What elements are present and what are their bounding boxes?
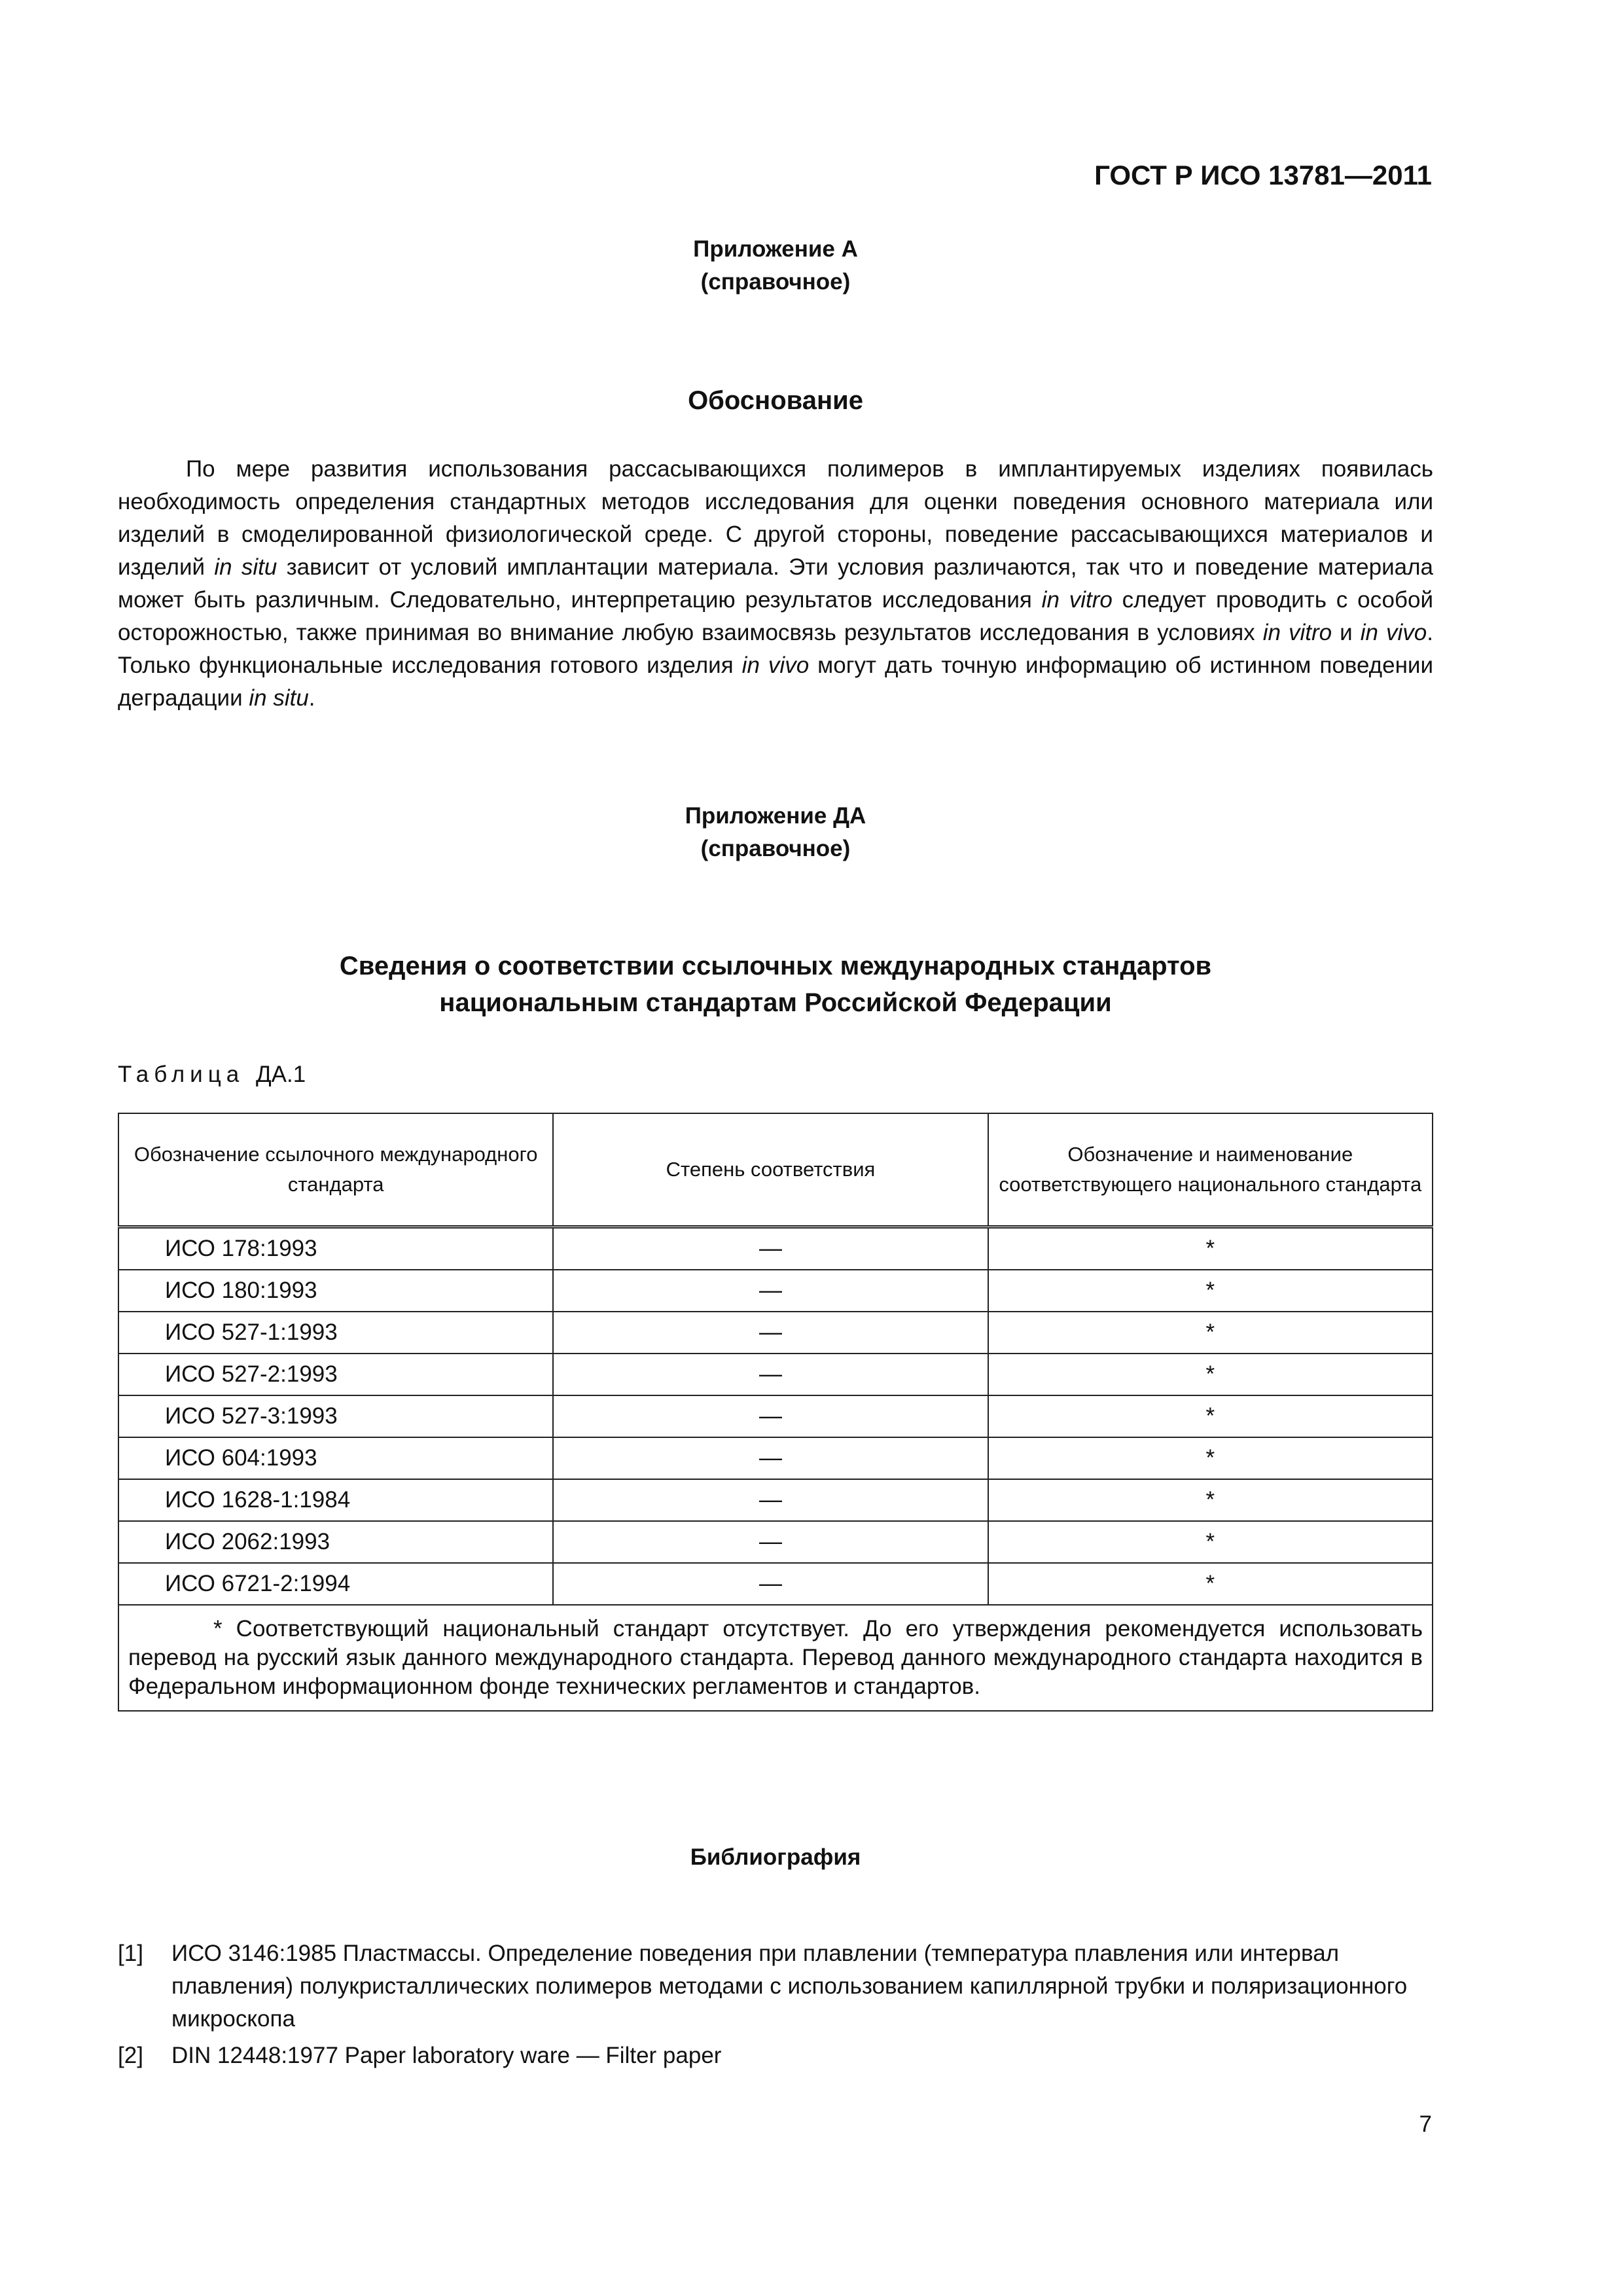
cell-standard: ИСО 527-1:1993 — [118, 1312, 553, 1354]
bibliography-title: Библиография — [690, 1844, 861, 1870]
bibliography-item-number: [2] — [118, 2043, 143, 2068]
cell-national: * — [988, 1270, 1433, 1312]
bibliography-item-number: [1] — [118, 1941, 143, 1966]
cell-national: * — [988, 1395, 1433, 1437]
cell-degree: — — [553, 1437, 988, 1479]
cell-degree: — — [553, 1521, 988, 1563]
bibliography-list — [118, 1937, 1433, 2076]
cell-standard: ИСО 6721-2:1994 — [118, 1563, 553, 1605]
rationale-title: Обоснование — [688, 386, 863, 415]
correspondence-title — [118, 948, 1433, 1021]
rationale-text: По мере развития использования рассасывающихся полимеров в имплантируемых изделиях появилась необходимость определения стандартных методов исследования для оценки поведения основного материала или изделий в смоделированной физиологической среде. С другой стороны, поведение рассасывающихся материалов и изделий in situ зависит от условий имплантации материала. Эти условия различаются, так что и поведение материала может быть различным. Следовательно, интерпретацию результатов исследования in vitro следует проводить с особой осторожностью, также принимая во внимание любую взаимосвязь результатов исследования в условиях in vitro и in vivo. Только функциональные исследования готового изделия in vivo могут дать точную информацию об истинном поведении деградации in situ. — [118, 456, 1433, 711]
cell-standard: ИСО 1628-1:1984 — [118, 1479, 553, 1521]
appendix-da-subtitle: (справочное) — [700, 836, 851, 861]
bibliography-item — [118, 1937, 1433, 2036]
correspondence-title-line1: Сведения о соответствии ссылочных международных стандартов — [339, 952, 1212, 980]
table-header-row — [118, 1113, 1433, 1227]
table-row — [118, 1479, 1433, 1521]
cell-national: * — [988, 1312, 1433, 1354]
table-footnote: * Соответствующий национальный стандарт отсутствует. До его утверждения рекомендуется использовать перевод на русский язык данного международного стандарта. Перевод данного международного стандарта находится в Федеральном информационном фонде технических регламентов и стандартов. — [128, 1616, 1423, 1699]
cell-degree: — — [553, 1312, 988, 1354]
table-row — [118, 1354, 1433, 1395]
cell-standard: ИСО 178:1993 — [118, 1227, 553, 1270]
bibliography-item — [118, 2039, 1433, 2072]
table-caption-number: ДА.1 — [255, 1062, 306, 1087]
cell-degree: — — [553, 1270, 988, 1312]
cell-national: * — [988, 1563, 1433, 1605]
table-row — [118, 1270, 1433, 1312]
cell-degree: — — [553, 1227, 988, 1270]
header-degree-of-conformity: Степень соответствия — [553, 1113, 988, 1227]
cell-national: * — [988, 1227, 1433, 1270]
cell-national: * — [988, 1479, 1433, 1521]
page-number: 7 — [1419, 2111, 1432, 2137]
cell-standard: ИСО 527-2:1993 — [118, 1354, 553, 1395]
table-footnote-row — [118, 1605, 1433, 1711]
cell-degree: — — [553, 1354, 988, 1395]
rationale-paragraph — [118, 453, 1433, 715]
table-caption — [118, 1062, 306, 1088]
cell-national: * — [988, 1521, 1433, 1563]
appendix-a-subtitle: (справочное) — [700, 269, 851, 295]
table-row — [118, 1521, 1433, 1563]
document-id-header: ГОСТ Р ИСО 13781—2011 — [1094, 160, 1432, 190]
cell-standard: ИСО 527-3:1993 — [118, 1395, 553, 1437]
table-row — [118, 1395, 1433, 1437]
appendix-da-title: Приложение ДА — [685, 803, 866, 829]
cell-national: * — [988, 1354, 1433, 1395]
appendix-a-title: Приложение А — [693, 236, 858, 262]
table-row — [118, 1227, 1433, 1270]
header-international-standard: Обозначение ссылочного международного стандарта — [118, 1113, 553, 1227]
correspondence-title-line2: национальным стандартам Российской Федерации — [439, 988, 1112, 1017]
table-row — [118, 1563, 1433, 1605]
bibliography-item-text: ИСО 3146:1985 Пластмассы. Определение поведения при плавлении (температура плавления или интервал плавления) полукристаллических полимеров методами с использованием капиллярной трубки и поляризационного микроскопа — [171, 1941, 1408, 2032]
table-row — [118, 1312, 1433, 1354]
table-caption-label: Таблица — [118, 1062, 245, 1087]
cell-degree: — — [553, 1395, 988, 1437]
cell-degree: — — [553, 1563, 988, 1605]
bibliography-item-text: DIN 12448:1977 Paper laboratory ware — Filter paper — [171, 2043, 722, 2068]
appendix-a-heading — [118, 233, 1433, 298]
appendix-da-heading — [118, 800, 1433, 865]
table-footnote-cell — [118, 1605, 1433, 1711]
reference-standards-table — [118, 1113, 1433, 1712]
cell-standard: ИСО 180:1993 — [118, 1270, 553, 1312]
cell-degree: — — [553, 1479, 988, 1521]
table-row — [118, 1437, 1433, 1479]
cell-standard: ИСО 2062:1993 — [118, 1521, 553, 1563]
cell-national: * — [988, 1437, 1433, 1479]
cell-standard: ИСО 604:1993 — [118, 1437, 553, 1479]
header-national-standard: Обозначение и наименование соответствующего национального стандарта — [988, 1113, 1433, 1227]
